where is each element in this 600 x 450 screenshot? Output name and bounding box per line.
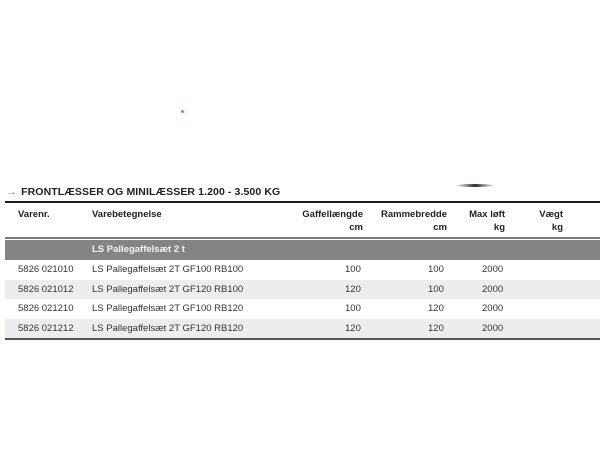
col-header-varebetegnelse: Varebetegnelse xyxy=(92,209,162,220)
table-bottom-rule xyxy=(5,338,600,340)
group-row: LS Pallegaffelsæt 2 t xyxy=(5,240,600,260)
col-header-vaegt: Vægt kg xyxy=(539,209,563,233)
col-header-rammebredde: Rammebredde cm xyxy=(381,209,447,233)
col-header-max-loft: Max løft kg xyxy=(469,209,505,233)
table-header xyxy=(5,203,600,237)
arrow-right-icon: → xyxy=(6,186,18,198)
table-row: 5826 021212 LS Pallegaffelsæt 2T GF120 RB120 120 120 2000 xyxy=(5,319,600,339)
orange-dot-decoration xyxy=(181,110,184,113)
product-table xyxy=(5,201,600,340)
table-row: 5826 021012 LS Pallegaffelsæt 2T GF120 RB100 120 100 2000 xyxy=(5,280,600,300)
col-header-gaffellaengde: Gaffellængde cm xyxy=(302,209,363,233)
table-row: 5826 021210 LS Pallegaffelsæt 2T GF100 RB120 100 120 2000 xyxy=(18,303,504,314)
table-row: 5826 021010 LS Pallegaffelsæt 2T GF100 RB100 100 100 2000 xyxy=(18,264,504,275)
section-title-text: FRONTLÆSSER OG MINILÆSSER 1.200 - 3.500 KG xyxy=(21,186,281,198)
table-header-rule xyxy=(5,237,600,239)
product-image-fragment xyxy=(456,184,494,187)
section-title xyxy=(6,186,280,198)
col-header-varenr: Varenr. xyxy=(18,209,50,220)
